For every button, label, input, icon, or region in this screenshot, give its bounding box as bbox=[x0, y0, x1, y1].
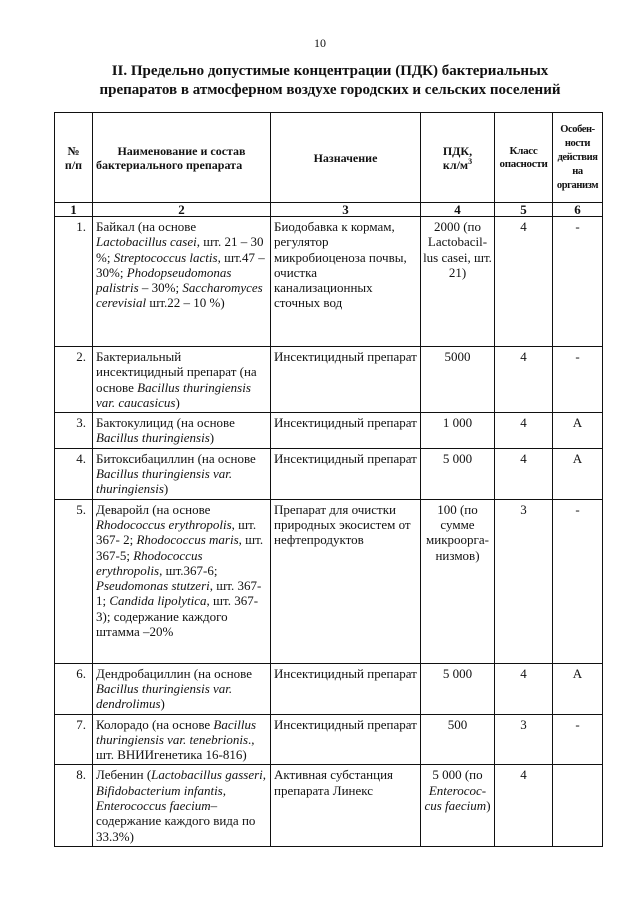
hazard-class: 4 bbox=[495, 765, 553, 847]
pdk-table bbox=[54, 112, 603, 847]
preparation-purpose: Инсектицидный препарат bbox=[271, 714, 421, 765]
preparation-purpose: Активная субстанция препарата Линекс bbox=[271, 765, 421, 847]
pdk-value: 500 bbox=[421, 714, 495, 765]
pdk-value: 5 000 (по Enterococ-cus faecium) bbox=[421, 765, 495, 847]
title-line-2: препаратов в атмосферном воздухе городских и сельских поселений bbox=[99, 82, 561, 98]
table-row bbox=[55, 765, 603, 847]
row-number: 3. bbox=[55, 413, 93, 449]
column-number: 5 bbox=[495, 203, 553, 217]
table-row bbox=[55, 663, 603, 714]
column-number: 4 bbox=[421, 203, 495, 217]
preparation-name: Битоксибациллин (на основе Bacillus thuringiensis var. thuringiensis) bbox=[93, 448, 271, 499]
table-row bbox=[55, 217, 603, 347]
action-specifics: - bbox=[553, 347, 603, 413]
hazard-class: 3 bbox=[495, 714, 553, 765]
pdk-value: 5 000 bbox=[421, 448, 495, 499]
row-number: 1. bbox=[55, 217, 93, 347]
header-action-specifics: Особен- ности действия на организм bbox=[553, 113, 603, 203]
action-specifics: - bbox=[553, 499, 603, 663]
pdk-value: 5 000 bbox=[421, 663, 495, 714]
action-specifics bbox=[553, 765, 603, 847]
title-line-1: II. Предельно допустимые концентрации (ПДК) бактериальных bbox=[111, 63, 549, 79]
hazard-class: 3 bbox=[495, 499, 553, 663]
hazard-class: 4 bbox=[495, 217, 553, 347]
header-pdk: ПДК, $кл/м^3$ bbox=[421, 113, 495, 203]
preparation-purpose: Инсектицидный препарат bbox=[271, 663, 421, 714]
table-row bbox=[55, 448, 603, 499]
header-name: Наименование и состав бактериального препарата bbox=[93, 113, 271, 203]
column-number-row bbox=[55, 203, 603, 217]
preparation-name: Колорадо (на основе Bacillus thuringiensis var. tenebrionis., шт. ВНИИгенетика 16-816) bbox=[93, 714, 271, 765]
preparation-purpose: Инсектицидный препарат bbox=[271, 413, 421, 449]
hazard-class: 4 bbox=[495, 448, 553, 499]
header-row bbox=[55, 113, 603, 203]
header-hazard-class: Класс опасности bbox=[495, 113, 553, 203]
row-number: 5. bbox=[55, 499, 93, 663]
hazard-class: 4 bbox=[495, 413, 553, 449]
table-row bbox=[55, 714, 603, 765]
table-row bbox=[55, 413, 603, 449]
preparation-purpose: Биодобавка к кормам, регулятор микробиоценоза почвы, очистка канализационных сточных вод bbox=[271, 217, 421, 347]
action-specifics: А bbox=[553, 413, 603, 449]
action-specifics: - bbox=[553, 714, 603, 765]
row-number: 6. bbox=[55, 663, 93, 714]
pdk-value: 5000 bbox=[421, 347, 495, 413]
column-number: 3 bbox=[271, 203, 421, 217]
pdk-value: 1 000 bbox=[421, 413, 495, 449]
preparation-name: Байкал (на основе Lactobacillus casei, шт. 21 – 30 %; Streptococcus lactis, шт.47 – 30%; Phodopseudomonas palistris – 30%; Saccharomyces cerevisial шт.22 – 10 %) bbox=[93, 217, 271, 347]
preparation-purpose: Препарат для очистки природных экосистем от нефтепродуктов bbox=[271, 499, 421, 663]
pdk-value: 100 (по сумме микроорга-низмов) bbox=[421, 499, 495, 663]
table-row bbox=[55, 347, 603, 413]
header-number: № п/п bbox=[55, 113, 93, 203]
page-number: 10 bbox=[314, 36, 326, 50]
preparation-name: Дендробациллин (на основе Bacillus thuringiensis var. dendrolimus) bbox=[93, 663, 271, 714]
row-number: 7. bbox=[55, 714, 93, 765]
page-title bbox=[40, 62, 620, 100]
column-number: 6 bbox=[553, 203, 603, 217]
preparation-name: Бактокулицид (на основе Bacillus thuringiensis) bbox=[93, 413, 271, 449]
action-specifics: А bbox=[553, 663, 603, 714]
pdk-value: 2000 (по Lactobacil-lus casei, шт. 21) bbox=[421, 217, 495, 347]
row-number: 8. bbox=[55, 765, 93, 847]
hazard-class: 4 bbox=[495, 347, 553, 413]
preparation-name: Деваройл (на основе Rhodococcus erythropolis, шт. 367- 2; Rhodococcus maris, шт. 367-5; Rhodococcus erythropolis, шт.367-6; Pseudomonas stutzeri, шт. 367-1; Candida lipolytica, шт. 367-3); содержание каждого штамма –20% bbox=[93, 499, 271, 663]
action-specifics: А bbox=[553, 448, 603, 499]
column-number: 1 bbox=[55, 203, 93, 217]
column-number: 2 bbox=[93, 203, 271, 217]
preparation-name: Лебенин (Lactobacillus gasseri, Bifidobacterium infantis, Enterococcus faecium– содержание каждого вида по 33.3%) bbox=[93, 765, 271, 847]
table-row bbox=[55, 499, 603, 663]
action-specifics: - bbox=[553, 217, 603, 347]
row-number: 2. bbox=[55, 347, 93, 413]
hazard-class: 4 bbox=[495, 663, 553, 714]
preparation-purpose: Инсектицидный препарат bbox=[271, 347, 421, 413]
header-purpose: Назначение bbox=[271, 113, 421, 203]
preparation-purpose: Инсектицидный препарат bbox=[271, 448, 421, 499]
preparation-name: Бактериальный инсектицидный препарат (на основе Bacillus thuringiensis var. caucasicus) bbox=[93, 347, 271, 413]
row-number: 4. bbox=[55, 448, 93, 499]
